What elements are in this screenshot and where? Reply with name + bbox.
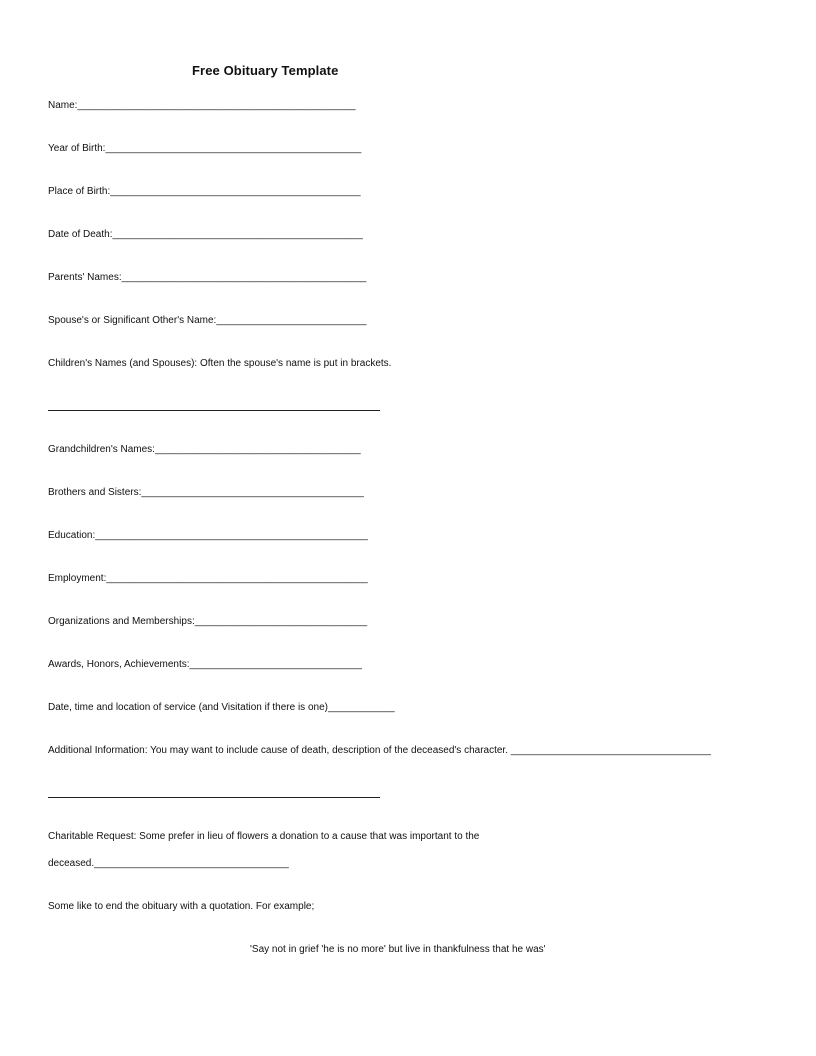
education-field[interactable]: Education:_________________________________________________ — [48, 530, 368, 541]
brothers-sisters-field[interactable]: Brothers and Sisters:________________________________________ — [48, 487, 364, 498]
name-field[interactable]: Name:__________________________________________________ — [48, 100, 356, 111]
quotation-example: 'Say not in grief 'he is no more' but live in thankfulness that he was' — [250, 944, 546, 955]
additional-info-field[interactable]: Additional Information: You may want to include cause of death, description of the deceased's character. ____________________________________ — [48, 745, 711, 756]
employment-field[interactable]: Employment:_______________________________________________ — [48, 573, 368, 584]
date-of-death-field[interactable]: Date of Death:_____________________________________________ — [48, 229, 363, 240]
year-of-birth-field[interactable]: Year of Birth:______________________________________________ — [48, 143, 362, 154]
awards-field[interactable]: Awards, Honors, Achievements:_______________________________ — [48, 659, 362, 670]
childrens-names-blank[interactable] — [48, 410, 380, 411]
grandchildrens-names-field[interactable]: Grandchildren's Names:_____________________________________ — [48, 444, 361, 455]
organizations-field[interactable]: Organizations and Memberships:_______________________________ — [48, 616, 368, 627]
quotation-intro: Some like to end the obituary with a quotation. For example; — [48, 901, 315, 912]
parents-names-field[interactable]: Parents' Names:____________________________________________ — [48, 272, 367, 283]
place-of-birth-field[interactable]: Place of Birth:_____________________________________________ — [48, 186, 361, 197]
service-field[interactable]: Date, time and location of service (and Visitation if there is one)____________ — [48, 702, 395, 713]
page-title: Free Obituary Template — [192, 63, 339, 78]
charitable-request-field[interactable]: deceased.___________________________________ — [48, 858, 289, 869]
additional-info-blank[interactable] — [48, 797, 380, 798]
spouse-name-field[interactable]: Spouse's or Significant Other's Name:___________________________ — [48, 315, 367, 326]
charitable-request-label: Charitable Request: Some prefer in lieu of flowers a donation to a cause that was important to the — [48, 831, 480, 842]
childrens-names-label: Children's Names (and Spouses): Often the spouse's name is put in brackets. — [48, 358, 392, 369]
